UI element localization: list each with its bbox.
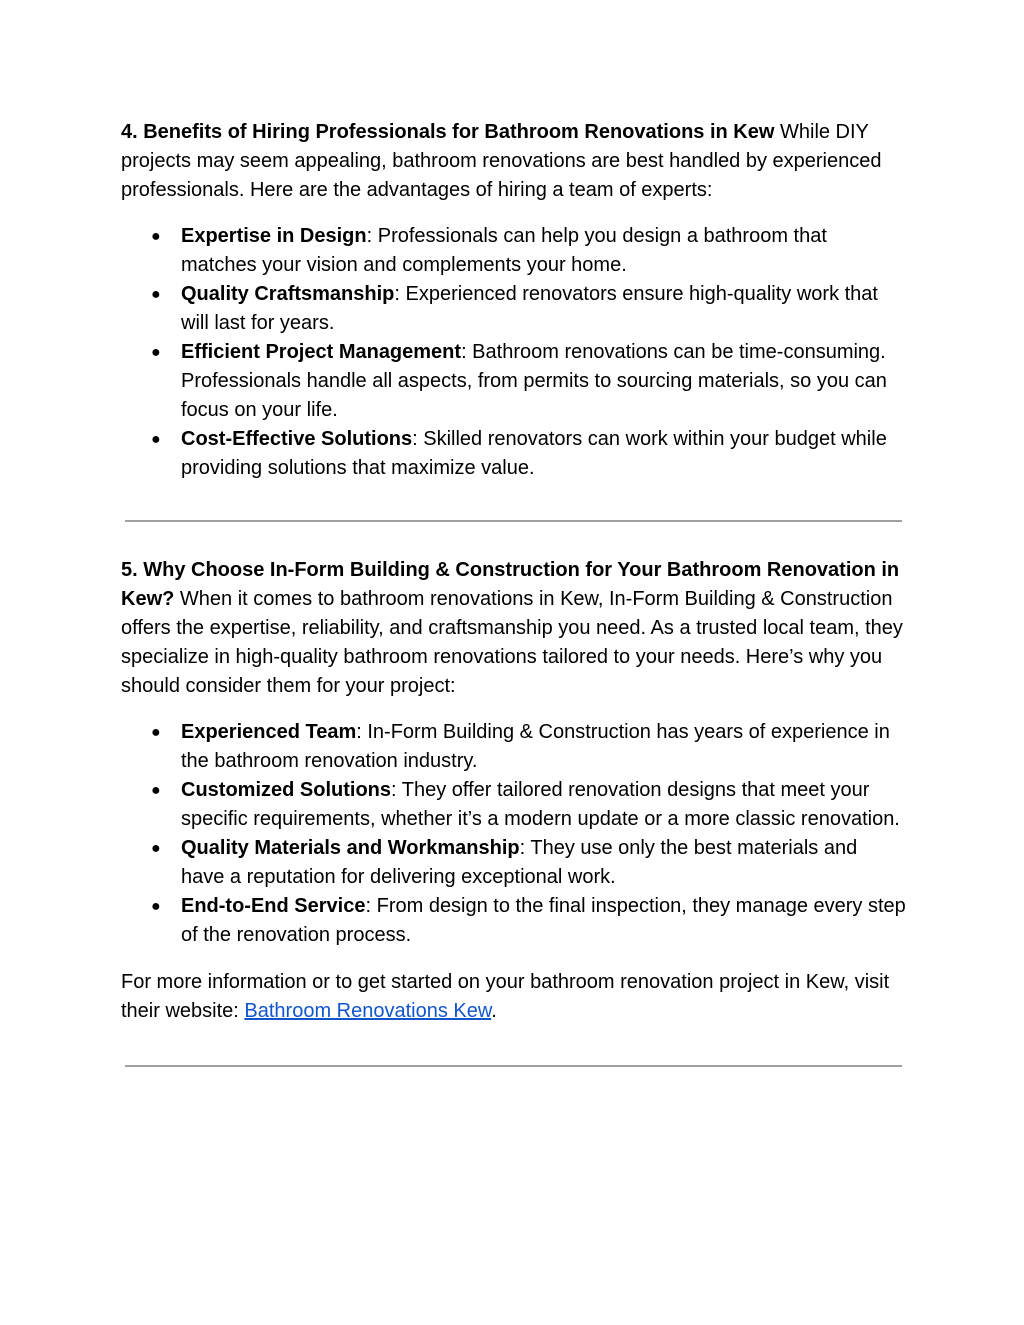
section-5-bullet-list [121,718,906,950]
section-4-heading: 4. Benefits of Hiring Professionals for Bathroom Renovations in Kew [121,121,775,143]
list-item [151,425,906,483]
section-4-intro: While DIY projects may seem appealing, bathroom renovations are best handled by experienced professionals. Here are the advantages of hiring a team of experts: [121,121,882,201]
bullet-title: Quality Craftsmanship [181,283,395,305]
section-5-paragraph [121,556,906,701]
bullet-text: : Skilled renovators can work within your budget while providing solutions that maximize value. [181,428,887,479]
horizontal-divider [125,520,902,522]
section-5-intro: When it comes to bathroom renovations in Kew, In-Form Building & Construction offers the expertise, reliability, and craftsmanship you need. As a trusted local team, they specialize in high-quality bathroom renovations tailored to your needs. Here’s why you should consider them for your project: [121,588,903,697]
spacer [121,950,906,968]
bathroom-renovations-kew-link[interactable]: Bathroom Renovations Kew [244,1000,492,1022]
bullet-title: Cost-Effective Solutions [181,428,413,450]
bullet-title: Customized Solutions [181,779,391,801]
section-4-paragraph [121,118,906,205]
bullet-text: : Professionals can help you design a bathroom that matches your vision and complements your home. [181,225,827,276]
bullet-title: Expertise in Design [181,225,367,247]
list-item [151,718,906,776]
bullet-title: Efficient Project Management [181,341,462,363]
bullet-text: : In-Form Building & Construction has years of experience in the bathroom renovation industry. [181,721,890,772]
bullet-icon: ● [151,228,161,245]
bullet-text: : From design to the final inspection, they manage every step of the renovation process. [181,895,906,946]
section-5-heading: 5. Why Choose In-Form Building & Construction for Your Bathroom Renovation in Kew? [121,559,900,610]
bullet-text: : They offer tailored renovation designs that meet your specific requirements, whether it’s a modern update or a more classic renovation. [181,779,900,830]
closing-suffix: . [491,1000,497,1022]
bullet-text: : They use only the best materials and have a reputation for delivering exceptional work. [181,837,858,888]
bullet-icon: ● [151,840,161,857]
bullet-title: Quality Materials and Workmanship [181,837,520,859]
list-item [151,338,906,425]
bullet-text: : Experienced renovators ensure high-quality work that will last for years. [181,283,878,334]
bullet-icon: ● [151,344,161,361]
bullet-text: : Bathroom renovations can be time-consuming. Professionals handle all aspects, from permits to sourcing materials, so you can focus on your life. [181,341,887,421]
list-item [151,280,906,338]
list-item [151,776,906,834]
list-item [151,892,906,950]
bullet-title: Experienced Team [181,721,357,743]
bullet-icon: ● [151,724,161,741]
closing-prefix: For more information or to get started on your bathroom renovation project in Kew, visit their website: [121,971,890,1022]
list-item [151,222,906,280]
list-item [151,834,906,892]
closing-paragraph [121,968,906,1026]
horizontal-divider [125,1065,902,1067]
bullet-icon: ● [151,286,161,303]
bullet-icon: ● [151,431,161,448]
bullet-icon: ● [151,782,161,799]
section-4-bullet-list [121,222,906,483]
bullet-icon: ● [151,898,161,915]
bullet-title: End-to-End Service [181,895,366,917]
